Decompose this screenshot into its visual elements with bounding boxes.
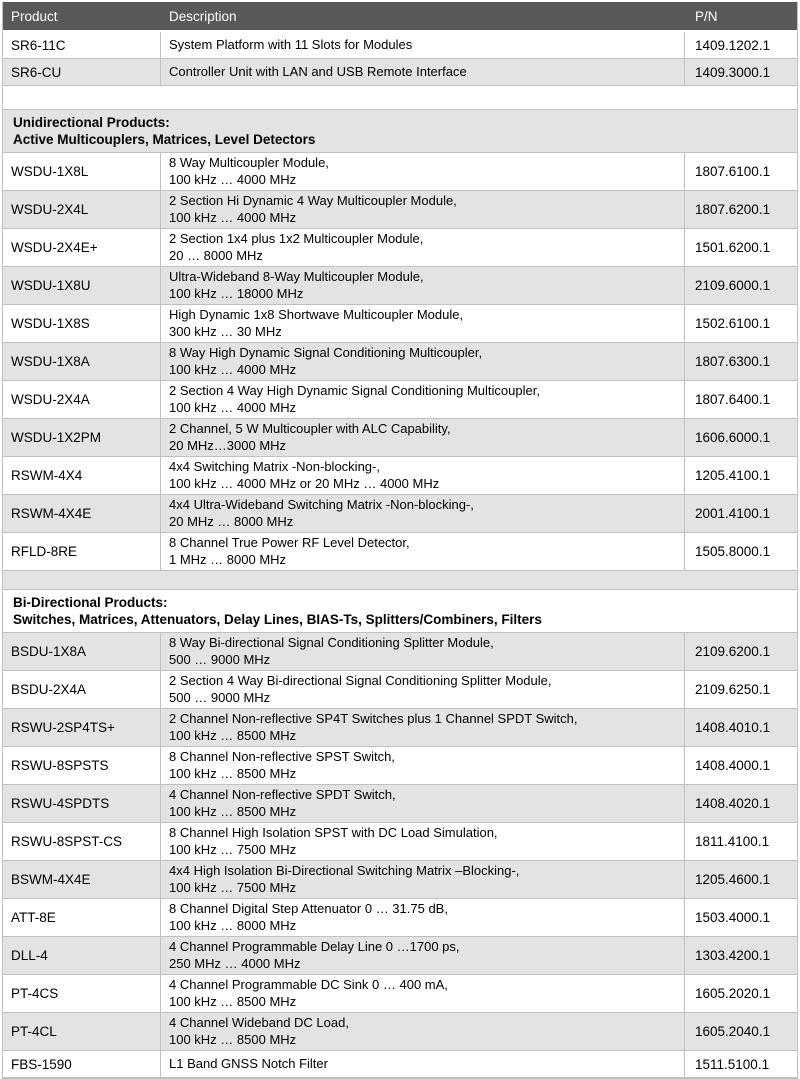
pn-cell: 1408.4000.1 (695, 758, 771, 773)
section-header-row: Bi-Directional Products: Switches, Matrices, Attenuators, Delay Lines, BIAS-Ts, Splitters/Combiners, Filters (3, 590, 797, 633)
product-cell: WSDU-1X8S (3, 305, 161, 342)
product-cell: FBS-1590 (3, 1051, 161, 1077)
product-cell: PT-4CS (3, 975, 161, 1012)
table-row (3, 937, 797, 975)
product-cell: RSWU-4SPDTS (3, 785, 161, 822)
pn-cell: 1501.6200.1 (695, 240, 771, 255)
pn-cell: 1807.6400.1 (695, 392, 771, 407)
description-cell: 4x4 High Isolation Bi-Directional Switching Matrix –Blocking-, 100 kHz … 7500 MHz (161, 861, 685, 898)
pn-cell: 2109.6000.1 (695, 278, 771, 293)
product-cell: RSWM-4X4 (3, 457, 161, 494)
pn-cell: 1408.4020.1 (695, 796, 771, 811)
table-body (3, 32, 797, 1078)
table-row (3, 823, 797, 861)
table-row (3, 457, 797, 495)
table-row (3, 899, 797, 937)
column-header-product: Product (11, 8, 58, 24)
product-cell: WSDU-2X4L (3, 191, 161, 228)
description-cell: 2 Section Hi Dynamic 4 Way Multicoupler Module, 100 kHz … 4000 MHz (161, 191, 685, 228)
pn-cell: 1502.6100.1 (695, 316, 771, 331)
pn-cell: 1409.3000.1 (695, 64, 771, 80)
product-cell: PT-4CL (3, 1013, 161, 1050)
description-cell: 4x4 Ultra-Wideband Switching Matrix -Non-blocking-, 20 MHz … 8000 MHz (161, 495, 685, 532)
pn-cell: 1807.6300.1 (695, 354, 771, 369)
description-cell: 2 Channel Non-reflective SP4T Switches plus 1 Channel SPDT Switch, 100 kHz … 8500 MHz (161, 709, 685, 746)
table-row (3, 709, 797, 747)
table-row (3, 419, 797, 457)
description-cell: 2 Section 4 Way Bi-directional Signal Conditioning Splitter Module, 500 … 9000 MHz (161, 671, 685, 708)
table-row (3, 1051, 797, 1078)
table-row (3, 1013, 797, 1051)
product-cell: SR6-11C (3, 32, 161, 58)
table-header-row (3, 2, 797, 32)
pn-cell: 1807.6100.1 (695, 164, 771, 179)
description-cell: 8 Channel True Power RF Level Detector, 1 MHz … 8000 MHz (161, 533, 685, 570)
pn-cell: 1605.2040.1 (695, 1024, 771, 1039)
product-cell: BSDU-2X4A (3, 671, 161, 708)
description-cell: 8 Channel High Isolation SPST with DC Load Simulation, 100 kHz … 7500 MHz (161, 823, 685, 860)
table-row (3, 229, 797, 267)
pn-cell: 1605.2020.1 (695, 986, 771, 1001)
description-cell: 8 Way Multicoupler Module, 100 kHz … 4000 MHz (161, 153, 685, 190)
description-cell: 2 Section 4 Way High Dynamic Signal Conditioning Multicoupler, 100 kHz … 4000 MHz (161, 381, 685, 418)
description-cell: 8 Channel Digital Step Attenuator 0 … 31.75 dB, 100 kHz … 8000 MHz (161, 899, 685, 936)
pn-cell: 1606.6000.1 (695, 430, 771, 445)
product-cell: BSDU-1X8A (3, 633, 161, 670)
column-header-pn: P/N (695, 8, 718, 24)
pn-cell: 1505.8000.1 (695, 544, 771, 559)
table-row (3, 343, 797, 381)
description-cell: System Platform with 11 Slots for Modules (161, 32, 685, 58)
description-cell: High Dynamic 1x8 Shortwave Multicoupler Module, 300 kHz … 30 MHz (161, 305, 685, 342)
pn-cell: 1205.4600.1 (695, 872, 771, 887)
table-row (3, 153, 797, 191)
table-row (3, 975, 797, 1013)
pn-cell: 1409.1202.1 (695, 37, 771, 53)
description-cell: 2 Channel, 5 W Multicoupler with ALC Capability, 20 MHz…3000 MHz (161, 419, 685, 456)
description-cell: 2 Section 1x4 plus 1x2 Multicoupler Module, 20 … 8000 MHz (161, 229, 685, 266)
pn-cell: 1303.4200.1 (695, 948, 771, 963)
table-row (3, 747, 797, 785)
product-cell: WSDU-2X4E+ (3, 229, 161, 266)
description-cell: 4x4 Switching Matrix -Non-blocking-, 100 kHz … 4000 MHz or 20 MHz … 4000 MHz (161, 457, 685, 494)
description-cell: 4 Channel Programmable DC Sink 0 … 400 mA, 100 kHz … 8500 MHz (161, 975, 685, 1012)
product-cell: WSDU-1X8L (3, 153, 161, 190)
description-cell: L1 Band GNSS Notch Filter (161, 1051, 685, 1077)
pn-cell: 1205.4100.1 (695, 468, 771, 483)
product-cell: BSWM-4X4E (3, 861, 161, 898)
description-cell: 8 Channel Non-reflective SPST Switch, 100 kHz … 8500 MHz (161, 747, 685, 784)
section-header-row: Unidirectional Products: Active Multicouplers, Matrices, Level Detectors (3, 110, 797, 153)
product-cell: RSWU-8SPSTS (3, 747, 161, 784)
table-row (3, 671, 797, 709)
pn-cell: 1511.5100.1 (695, 1056, 770, 1072)
table-row (3, 381, 797, 419)
spacer-row (3, 571, 797, 590)
product-table (2, 2, 798, 1079)
table-row (3, 495, 797, 533)
table-row (3, 305, 797, 343)
description-cell: Ultra-Wideband 8-Way Multicoupler Module, 100 kHz … 18000 MHz (161, 267, 685, 304)
description-cell: 4 Channel Wideband DC Load, 100 kHz … 8500 MHz (161, 1013, 685, 1050)
column-header-description: Description (169, 8, 237, 24)
product-cell: RFLD-8RE (3, 533, 161, 570)
product-cell: RSWU-8SPST-CS (3, 823, 161, 860)
table-row (3, 861, 797, 899)
description-cell: 8 Way High Dynamic Signal Conditioning Multicoupler, 100 kHz … 4000 MHz (161, 343, 685, 380)
pn-cell: 2109.6200.1 (695, 644, 771, 659)
description-cell: 4 Channel Non-reflective SPDT Switch, 100 kHz … 8500 MHz (161, 785, 685, 822)
pn-cell: 2001.4100.1 (695, 506, 771, 521)
product-cell: WSDU-2X4A (3, 381, 161, 418)
spacer-row (3, 86, 797, 110)
product-cell: RSWM-4X4E (3, 495, 161, 532)
product-cell: DLL-4 (3, 937, 161, 974)
pn-cell: 2109.6250.1 (695, 682, 771, 697)
pn-cell: 1408.4010.1 (695, 720, 771, 735)
product-cell: RSWU-2SP4TS+ (3, 709, 161, 746)
description-cell: 8 Way Bi-directional Signal Conditioning Splitter Module, 500 … 9000 MHz (161, 633, 685, 670)
product-cell: SR6-CU (3, 59, 161, 85)
description-cell: Controller Unit with LAN and USB Remote Interface (161, 59, 685, 85)
pn-cell: 1811.4100.1 (695, 834, 770, 849)
table-row (3, 32, 797, 59)
table-row (3, 533, 797, 571)
table-row (3, 785, 797, 823)
product-cell: WSDU-1X2PM (3, 419, 161, 456)
description-cell: 4 Channel Programmable Delay Line 0 …1700 ps, 250 MHz … 4000 MHz (161, 937, 685, 974)
product-cell: WSDU-1X8U (3, 267, 161, 304)
table-row (3, 191, 797, 229)
pn-cell: 1807.6200.1 (695, 202, 771, 217)
table-row (3, 267, 797, 305)
product-cell: WSDU-1X8A (3, 343, 161, 380)
table-row (3, 633, 797, 671)
pn-cell: 1503.4000.1 (695, 910, 771, 925)
table-row (3, 59, 797, 86)
product-cell: ATT-8E (3, 899, 161, 936)
